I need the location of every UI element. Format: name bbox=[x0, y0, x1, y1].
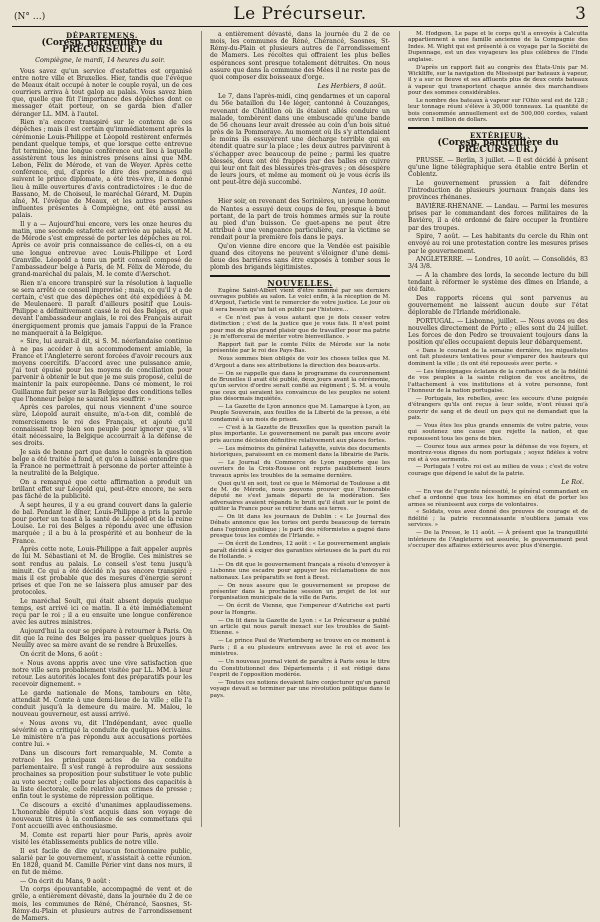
section-subheading: (Coresp. particulière du PRÉCURSEUR.) bbox=[41, 38, 163, 56]
news-item: — Un nouveau journal vient de paraître à Paris sous le titre du Constitutionnel des Départements ; il est rédigé dans l'esprit de l'opposition modérée. bbox=[210, 659, 390, 678]
article-paragraph: PORTUGAL. — Lisbonne, juillet. — Nous avons eu des nouvelles directement de Porto ; elles sont du 24 juillet. Les forces de don Pedro se trouvaient toujours dans la position qu'elles occupaient depuis leur débarquement. bbox=[408, 317, 588, 347]
article-paragraph: On a remarqué que cette affirmation a produit un brillant effet sur Léopold qui, peut-être encore, ne sera pas fâché de la publicité. bbox=[12, 478, 192, 501]
article-paragraph: a entièrement dévasté, dans la journée du 2 de ce mois, les communes de Réné, Chérancé, Saosnes, St-Rémy-du-Plain et plusieurs autres de l'arrondissement de Mamers. Les récoltes qui offraient les plus belles espérances sont presque totalement détruites. On nous assure que dans la commune des Mées il ne reste pas de quoi composer dix boisseaux d'orge. bbox=[210, 31, 390, 81]
article-paragraph: Le nombre des bateaux à vapeur sur l'Ohio seul est de 128 ; leur tonnage réuni s'élève à 30,000 tonneaux. La quantité de bois consommée annuellement est de 500,000 cordes, valant environ 1 million de dollars. bbox=[408, 98, 588, 124]
article-paragraph: « Dans le courant de la semaine dernière, les miguelistes ont fait plusieurs tentatives pour s'emparer des hauteurs qui dominent la ville ; ils ont été repoussés avec perte. » bbox=[408, 348, 588, 367]
news-item: — On écrit de Vienne, que l'empereur d'Autriche est parti pour la Hongrie. bbox=[210, 603, 390, 616]
article-paragraph: Un corps épouvantable, accompagné de vent et de grêle, a entièrement dévasté, dans la journée du 2 de ce mois, les communes de Réné, Chérancé, Saosnes, St-Rémy-du-Plain et plusieurs autres de l'arrondissement de Mamers. bbox=[12, 886, 192, 922]
section-subheading: (Coresp. particulière du PRÉCURSEUR.) bbox=[437, 137, 559, 155]
column-2 bbox=[201, 31, 390, 827]
news-item: — On lit dans la Gazette de Lyon : « Le Précurseur a publié un article qui nous paraît inexact sur les troubles de Saint-Étienne. » bbox=[210, 617, 390, 637]
news-item: Quoi qu'il en soit, tout ce que le Mémorial de Toulouse a dit de M. de Mérode, nous pouvons prouver que l'honorable député ne s'est jamais départi de la modération. Ses adversaires avaient répandu le bruit qu'il était sur le point de quitter la France pour se retirer dans ses terres. bbox=[210, 480, 390, 513]
article-paragraph: On écrit de Mons, 6 août : bbox=[20, 650, 103, 658]
article-paragraph: Spire, 7 août. — Les habitants du cercle du Rhin ont envoyé au roi une protestation contre les mesures prises par le gouvernement. bbox=[408, 233, 588, 255]
columns bbox=[12, 31, 588, 922]
article-paragraph: — Vous êtes les plus grands ennemis de votre patrie, vous qui soutenez une cause que rejette la nation, et que repoussent tous les gens de bien. bbox=[408, 423, 588, 442]
issue-dateline: (N° …) bbox=[14, 12, 46, 22]
article-paragraph: Je sais de bonne part que dans le congrès la question belge a été traitée à fond, et qu'on a laissé entendre que la France ne permettrait à personne de porter atteinte à la neutralité de la Belgique. bbox=[12, 448, 192, 478]
article-paragraph: Il est facile de dire qu'aucun fonctionnaire public, salarié par le gouvernement, n'assistait à cette réunion. En 1828, quand M. Camille Périer vint dans nos murs, il en fut de même. bbox=[12, 847, 192, 876]
article-paragraph: « Nous avons appris avec une vive satisfaction que notre ville sera probablement visitée par LL. MM. à leur retour. Les autorités locales font des préparatifs pour les recevoir dignement. » bbox=[12, 659, 192, 689]
article-paragraph: M. Comte est reparti hier pour Paris, après avoir visité les établissements publics de notre ville. bbox=[12, 831, 192, 846]
column-1 bbox=[12, 31, 192, 922]
dateline: Nantes, 10 août. bbox=[332, 187, 386, 196]
article-paragraph: Vous savez qu'un service d'estafettes est organisé entre notre ville et Bruxelles. Hier, tandis que l'évêque de Meaux était occupé à noter le couple royal, un de ces courriers arriva à tout galop au palais. Vous savez bien que, quelle que fût l'importance des dépêches dont ce messager était porteur, on se garda bien d'aller déranger LL. MM. à l'autel. bbox=[12, 67, 192, 118]
column-3 bbox=[399, 31, 588, 827]
news-item: — Les mémoires du général Lafayette, suivis des documents historiques, paraissent en ce moment dans la librairie de Paris. bbox=[210, 445, 390, 458]
article-paragraph: PRUSSE. — Berlin, 3 juillet. — Il est décidé à présent qu'une ligne télégraphique sera établie entre Berlin et Coblentz. bbox=[408, 157, 588, 179]
section-heading-nouvelles: NOUVELLES. bbox=[267, 277, 333, 288]
article-paragraph: — De la Presse, le 11 août. — À présent que la tranquillité intérieure de l'Angleterre est assurée, le gouvernement peut s'occuper des affaires extérieures avec plus d'énergie. bbox=[408, 530, 588, 549]
section-heading-departemens: DÉPARTEMENS. bbox=[66, 31, 138, 40]
article-paragraph: — Courez tous aux armes pour la défense de vos foyers, et montrez-vous dignes du nom portugais ; soyez fidèles à votre roi et à vos serments. bbox=[408, 443, 588, 463]
article-paragraph: Rien n'a encore transpiré sur le contenu de ces dépêches ; mais il est certain qu'immédiatement après la cérémonie Louis-Philippe et Léopold restèrent enfermés pendant quelque temps, et que lorsque cette entrevue fut terminée, une longue conférence eut lieu à laquelle assistèrent tous les ministres présens ainsi que MM. Lebon, Félix de Mérode, et van de Weyer. Après cette conférence, qui, d'après le dire des personnes qui suivent le prince diplomate, a été très-vive, il a donné lieu à mille ouvertures d'avis contradictoires : le duc de Bassano, M. de Choiseul, le maréchal Gérard, M. Dupin aîné, M. l'évêque de Meaux, et les autres personnes influentes présentes à Compiègne, ont été aussi au palais. bbox=[12, 119, 192, 220]
article-paragraph: Après ces paroles, qui nous viennent d'une source sûre, Léopold aurait ensuite, m'a-t-on dit, comblé de remerciemens le roi des Français, et ajouté qu'il connaissait trop bien son peuple pour ignorer que, s'il était nécessaire, la Belgique accourrait à la défense de ses droits. bbox=[12, 404, 192, 448]
article-paragraph: Le gouvernement prussien a fait défendre l'introduction de plusieurs journaux français dans les provinces rhénanes. bbox=[408, 180, 588, 202]
newspaper-title: Le Précurseur. bbox=[233, 4, 367, 24]
article-paragraph: À sept heures, il y a eu grand couvert dans la galerie de bal. Pendant le dîner, Louis-Philippe a pris la parole pour porter un toast à la santé de Léopold et de la reine Louise. Le roi des Belges a répondu avec une effusion marquée ; il a bu à la prospérité et au bonheur de la France. bbox=[12, 501, 192, 545]
article-paragraph: Des rapports récens qui sont parvenus au gouvernement ne laissent aucun doute sur l'état déplorable de l'Irlande méridionale. bbox=[408, 294, 588, 317]
news-item: — On nous assure que le gouvernement se propose de présenter dans la prochaine session un projet de loi sur l'organisation municipale de la ville de Paris. bbox=[210, 582, 390, 602]
news-item: — Le Journal du Commerce de Lyon rapporte que les ouvriers de la Croix-Rousse ont repris paisiblement leurs travaux après les troubles de la semaine dernière. bbox=[210, 459, 390, 479]
article-paragraph: — En vue de l'urgente nécessité, le général commandant en chef a ordonné que tous les hommes en état de porter les armes se réunissent aux corps de volontaires. bbox=[408, 488, 588, 508]
article-paragraph: « Sire, lui aurait-il dit, si S. M. néerlandaise continue à ne pas accéder à un accommodement amiable, la France et l'Angleterre seront forcées d'avoir recours aux moyens coercitifs. D'accord avec une puissance amie, j'ai tout épuisé pour les moyens de conciliation pour parvenir à obtenir le but que je me suis proposé, celui de maintenir la paix européenne. Dans ce moment, le roi Guillaume fait peser sur la Belgique des conditions telles que l'honneur belge ne saurait les souffrir. » bbox=[12, 338, 192, 403]
news-item: Nous sommes bien obligés de voir les choses telles que M. d'Argout a dans ses attributions la direction des beaux-arts. bbox=[210, 356, 390, 369]
article-paragraph: Aujourd'hui la cour se prépare à retourner à Paris. On dit que la reine des Belges ira passer quelques jours à Neuilly avec sa mère avant de se rendre à Bruxelles. bbox=[12, 628, 192, 650]
article-paragraph: Il y a — Aujourd'hui encore, vers les onze heures du matin, une seconde estafette est arrivée au palais, et M. de Mérode s'est empressé de porter les dépêches au roi. Après ce avoir pris connaissance de celles-ci, on a eu une longue entrevue avec Louis-Philippe et Lord Granville. Léopold a tenu un petit conseil composé de l'ambassadeur belge à Paris, de M. Félix de Mérode, du grand-maréchal du palais, M. le comte d'Aerschot. bbox=[12, 220, 192, 278]
news-item: — On se rappelle que dans le programme du couronnement de Bruxelles il avait été publié, deux jours avant la cérémonie, qu'un service d'ordre serait confié au régiment ; S. M. a voulu que ceux qui seraient les convaincus de les peuples ne soient plus désormais inquiétés. bbox=[210, 370, 390, 403]
page-number: 3 bbox=[575, 4, 586, 24]
article-paragraph: Qu'on vienne dire encore que la Vendée est paisible quand des citoyens ne peuvent s'éloigner d'une demi-lieue des barrières sans être exposés à tomber sous le plomb des brigands légitimistes. bbox=[210, 242, 390, 272]
dateline: Les Herbiers, 8 août. bbox=[317, 82, 386, 91]
news-item: — La Gazette de Lyon annonce que M. Lamarque à Lyon, au Peuple Souverain, aux feuilles de la Liberté de la presse, a été condamné à un mois de prison. bbox=[210, 404, 390, 423]
news-item: — Toutes ces notions devaient faire conjecturer qu'un pareil voyage devait se terminer par une révolution politique dans le pays. bbox=[210, 679, 390, 699]
masthead bbox=[12, 0, 588, 27]
signature: Le Roi. bbox=[561, 478, 584, 487]
article-paragraph: Hier soir, en revenant des Sorinières, un jeune homme de Nantes a essuyé deux coups de feu, presque à bout portant, de la part de trois hommes armés sur la route au pied d'un buisson. Ce guet-apens ne peut être attribué à une vengeance particulière, car la victime se rendait pour la première fois dans le pays. bbox=[210, 198, 390, 242]
article-paragraph: « Nous avons vu, dit l'Indépendant, avec quelle sévérité on a critiqué la conduite de quelques écrivains. Le ministère n'a pas répondu aux accusations portées contre lui. » bbox=[12, 719, 192, 749]
news-item: « Ce n'est pas à vous autant que je dois cesser votre distinction ; c'est de la justice que je vous fais. Il n'est point pour moi de plus grand plaisir que de travailler pour ma patrie ; je m'efforcerai de mériter votre bienveillance. » bbox=[210, 314, 390, 340]
article-paragraph: — Portugais, les rebelles, avec les secours d'une poignée d'étrangers qu'ils ont reçus à leur solde, n'ont réussi qu'à couvrir de sang et de deuil un pays qui ne demandait que la paix. bbox=[408, 395, 588, 422]
article-paragraph: Après cette note, Louis-Philippe a fait appeler auprès de lui M. Sébastiani et M. de Broglie. Ces ministres se sont rendus au palais. Le conseil s'est tenu jusqu'à minuit. Ce qui a été décidé n'a pas encore transpiré ; mais il est probable que des mesures d'énergie seront prises et que l'on ne se laissera plus amuser par des protocoles. bbox=[12, 546, 192, 597]
article-paragraph: ANGLETERRE. — Londres, 10 août. — Consolidés, 83 3/4 3/8. bbox=[408, 256, 588, 271]
article-paragraph: — On écrit du Mans, 9 août : bbox=[20, 877, 111, 885]
article-paragraph: D'après un rapport fait au congrès des États-Unis par M. Wickliffe, sur la navigation du Mississipi par bateaux à vapeur, il y a sur ce fleuve et ses affluents plus de deux cents bateaux à vapeur qui transportent chaque année des marchandises pour des sommes considérables. bbox=[408, 64, 588, 97]
article-paragraph: Le 7, dans l'après-midi, cinq gendarmes et un caporal du 56e bataillon du 14e léger, cantonné à Couzanges, revenant de Châtillon où ils étaient allés conduire un malade, tombèrent dans une embuscade qu'une bande de 56 chouans leur avait dressée au coin d'un bois situé près de la Pommeraye. Au moment où ils s'y attendaient le moins ils essuyèrent une décharge terrible qui en étendit quatre sur la place ; les deux autres parvinrent à s'échapper avec beaucoup de peine ; parmi les quatre blessés, deux ont été frappés par des balles en cuivre qui leur ont fait des blessures très-graves ; on désespère de leurs jours, et même au moment où je vous écris ils ont peut-être déjà succombé. bbox=[210, 93, 390, 187]
article-paragraph: Le maréchal Soult, qui était absent depuis quelque temps, est arrivé ici ce matin. Il a été immédiatement reçu par le roi ; il a eu ensuite une longue conférence avec les autres ministres. bbox=[12, 597, 192, 627]
news-item: — C'est à la Gazette de Bruxelles que la question paraît la plus importante. Le gouvernement ne paraît pas encore avoir pris aucune décision définitive relativement aux places fortes. bbox=[210, 424, 390, 444]
article-paragraph: Ce discours a excité d'unanimes applaudissemens. L'honorable député s'est acquis dans son voyage de nouveaux titres à la confiance de ses commettans qui l'ont accueilli avec enthousiasme. bbox=[12, 801, 192, 831]
article-paragraph: M. Hodgson. Le pape et le corps qu'il a envoyés à Calcutta appartiennent à une famille ancienne de la Compagnie des Indes. M. Wight qui est présenté à ce voyage par la Société de Dupennage, est un des voyageurs les plus célèbres de l'Inde anglaise. bbox=[408, 31, 588, 63]
article-paragraph: Rien n'a encore transpiré sur la résolution à laquelle se sera arrêté ce conseil improvisé ; mais, ce qu'il y a de certain, c'est que des dépêches ont été expédiées à M. de Meulenaere. Il paraît d'ailleurs positif que Louis-Philippe a définitivement cassé le roi des Belges, et que devant l'ambassadeur anglais, le roi des Français aurait énergiquement promis que jamais l'appui de la France ne manquerait à la Belgique. bbox=[12, 279, 192, 337]
article-paragraph: Dans un discours fort remarquable, M. Comte a retracé les principaux actes de sa conduite parlementaire. Il s'est rangé à reproduire aux sessions prochaines sa proposition pour substituer le vote public au vote secret ; celle pour les abjections des capacités à la liste électorale, celle relative aux crimes de presse ; enfin tout le système de répression politique. bbox=[12, 750, 192, 800]
article-paragraph: — Les témoignages éclatans de la confiance et de la fidélité de vos peuples à la sainte religion de vos ancêtres, de l'attachement à vos institutions et à votre personne, font l'honneur de la nation portugaise. bbox=[408, 368, 588, 394]
article-paragraph: — A la chambre des lords, la seconde lecture du bill tendant à réformer le système des dîmes en Irlande, a été faite. bbox=[408, 272, 588, 294]
news-item: Rapport fait par le comte Félix de Mérode sur la note présentée par le roi des Pays-Bas. bbox=[210, 341, 390, 355]
article-paragraph: — Portugais ! votre roi est au milieu de vous ; c'est de votre courage que dépend le salut de la patrie. bbox=[408, 464, 588, 477]
article-paragraph: Le garde nationale de Mons, tambours en tête, attendait M. Comte à une demi-lieue de la ville ; elle l'a conduit jusqu'à la demeure du maire. M. Malou, le nouveau gouverneur, est aussi arrivé. bbox=[12, 689, 192, 719]
news-item: — On dit que le gouvernement français a résolu d'envoyer à Lisbonne une escadre pour appuyer les réclamations de nos nationaux. Les préparatifs se font à Brest. bbox=[210, 561, 390, 581]
dateline: Compiègne, le mardi, 14 heures du soir. bbox=[35, 56, 165, 65]
news-item: — Le prince Paul de Wurtemberg se trouve en ce moment à Paris ; il a eu plusieurs entrevues avec le roi et avec les ministres. bbox=[210, 638, 390, 658]
news-item: — On écrit de Londres, 12 août : « Le gouvernement anglais paraît décidé à exiger des garanties sérieuses de la part du roi de Hollande. » bbox=[210, 541, 390, 560]
news-item: — On lit dans les journaux de Dublin : « Le Journal des Débats annonce que les tories ont perdu beaucoup de terrain dans l'opinion publique ; le parti des réformistes a gagné dans presque tous les comtés de l'Irlande. » bbox=[210, 514, 390, 540]
section-divider bbox=[210, 275, 390, 277]
news-item: Eugène Saint-Albert vient d'être nommé par ses derniers ouvrages publiés au salon. Le voici enfin, à la réception de M. d'Argout, l'article vint le remercier de votre justice. Le jour où il sera besoin qu'un fait en public par l'histoire... bbox=[210, 287, 390, 313]
section-divider bbox=[408, 127, 588, 129]
section-heading-exterieur: EXTÉRIEUR. bbox=[469, 130, 527, 140]
article-paragraph: BAVIÈRE-RHÉNANE. — Landau. — Parmi les mesures prises par le commandant des forces militaires de la Bavière, il a été ordonné de faire occuper la frontière par des troupes. bbox=[408, 203, 588, 232]
article-paragraph: « Soldats, vous avez donné des preuves de courage et de fidélité ; la patrie reconnaissante n'oubliera jamais vos services. » bbox=[408, 509, 588, 529]
